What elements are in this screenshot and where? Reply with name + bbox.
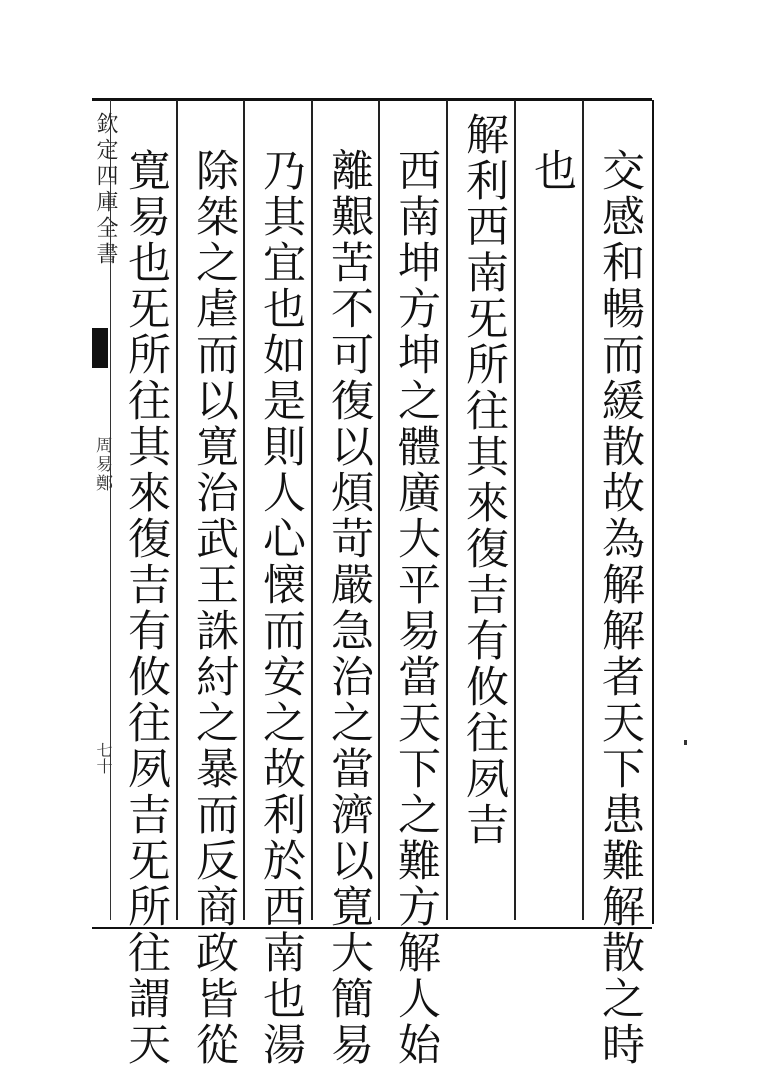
column-rule bbox=[176, 100, 178, 920]
text-column-6: 乃其宜也如是則人心懐而安之故利於西南也湯 bbox=[256, 148, 306, 1068]
column-rule bbox=[446, 100, 448, 920]
text-column-5: 離艱苦不可復以煩苛嚴急治之當濟以寛大簡易 bbox=[324, 148, 374, 1068]
column-rule bbox=[514, 100, 516, 920]
margin-section-label: 周易鄭 bbox=[92, 436, 112, 493]
column-rule bbox=[582, 100, 584, 920]
column-rule bbox=[243, 100, 245, 920]
column-rule bbox=[378, 100, 380, 920]
column-rule bbox=[311, 100, 313, 920]
text-column-8: 寛易也旡所往其來復吉有攸往夙吉旡所往謂天 bbox=[121, 148, 171, 1068]
text-column-1: 交感和暢而緩散故為解解者天下患難解散之時 bbox=[595, 148, 645, 1068]
margin-fishtail-block bbox=[92, 328, 108, 368]
text-column-2: 也 bbox=[527, 148, 577, 194]
margin-title: 欽定四庫全書 bbox=[93, 112, 118, 268]
ink-speck bbox=[684, 740, 687, 745]
text-column-4: 西南坤方坤之體廣大平易當天下之難方解人始 bbox=[391, 148, 441, 1068]
text-column-3: 解利西南旡所往其來復吉有攸往夙吉 bbox=[459, 112, 509, 848]
margin-page-number: 七十 bbox=[94, 742, 113, 774]
frame-right-border bbox=[652, 100, 654, 924]
text-column-7: 除桀之虐而以寛治武王誅紂之暴而反商政皆從 bbox=[189, 148, 239, 1068]
